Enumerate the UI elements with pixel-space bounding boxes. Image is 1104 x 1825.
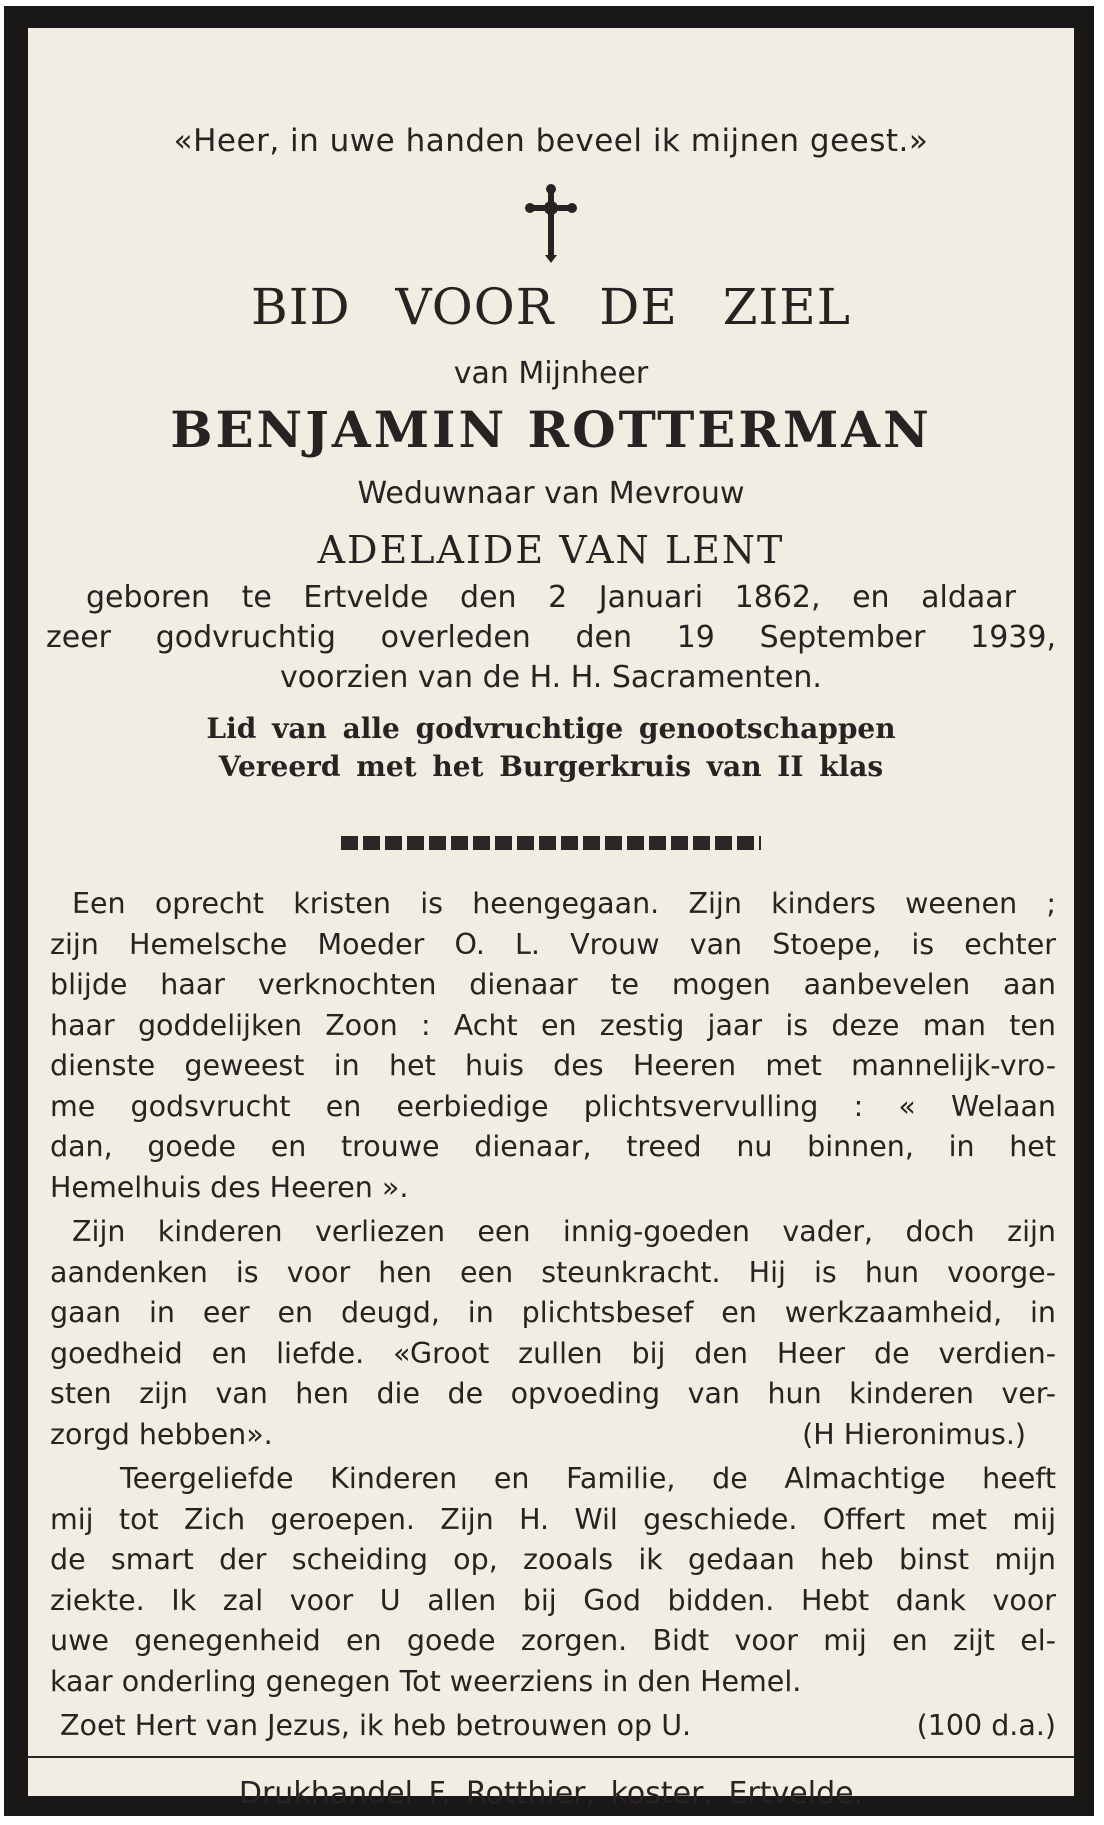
intro-line: van Mijnheer bbox=[453, 356, 649, 391]
text-line: dienste geweest in het huis des Heeren met mannelijk-vro- bbox=[50, 1049, 1056, 1082]
spouse-name: ADELAIDE VAN LENT bbox=[317, 528, 785, 572]
cross-icon bbox=[521, 183, 581, 263]
text-line: Teergeliefde Kinderen en Familie, de Almachtige heeft bbox=[120, 1462, 1056, 1495]
motto: «Heer, in uwe handen beveel ik mijnen geest.» bbox=[173, 123, 929, 159]
birth-line: geboren te Ertvelde den 2 Januari 1862, en aldaar bbox=[86, 580, 1016, 615]
text-line: haar goddelijken Zoon : Acht en zestig jaar is deze man ten bbox=[50, 1008, 1056, 1042]
text-line: mij tot Zich geroepen. Zijn H. Wil geschiede. Offert met mij bbox=[50, 1502, 1056, 1536]
birth-death-details bbox=[46, 578, 1056, 698]
text-line: zijn Hemelsche Moeder O. L. Vrouw van Stoepe, is echter bbox=[50, 927, 1056, 961]
text-line: Zijn kinderen verliezen een innig-goeden vader, doch zijn bbox=[72, 1215, 1056, 1248]
text-line: de smart der scheiding op, zooals ik gedaan heb binst mijn bbox=[50, 1543, 1056, 1576]
text-line: ziekte. Ik zal voor U allen bij God bidden. Hebt dank voor bbox=[50, 1583, 1056, 1617]
honors bbox=[28, 710, 1074, 786]
honor-line: Vereerd met het Burgerkruis van II klas bbox=[218, 750, 884, 783]
card-paper bbox=[28, 28, 1074, 1811]
honor-line: Lid van alle godvruchtige genootschappen bbox=[206, 712, 896, 745]
sacraments-line: voorzien van de H. H. Sacramenten. bbox=[280, 660, 822, 695]
text-line: goedheid en liefde. «Groot zullen bij den Heer de verdien- bbox=[50, 1336, 1056, 1370]
text-line: sten zijn van hen die de opvoeding van hun kinderen ver- bbox=[50, 1377, 1056, 1410]
text-line: kaar onderling genegen Tot weerziens in den Hemel. bbox=[50, 1664, 802, 1698]
prayer-text: Zoet Hert van Jezus, ik heb betrouwen op U. bbox=[60, 1709, 692, 1742]
prayer-line bbox=[50, 1706, 1056, 1747]
bottom-rule bbox=[28, 1756, 1074, 1758]
indulgence-note: (100 d.a.) bbox=[916, 1709, 1056, 1742]
text-line: uwe genegenheid en goede zorgen. Bidt voor mij en zijt el- bbox=[50, 1624, 1056, 1657]
heading: BID VOOR DE ZIEL bbox=[251, 278, 851, 336]
dashed-divider bbox=[341, 836, 761, 850]
memorial-text bbox=[50, 884, 1056, 1747]
text-line: Een oprecht kristen is heengegaan. Zijn kinders weenen ; bbox=[72, 887, 1056, 920]
text-line bbox=[50, 1415, 1056, 1456]
relation-line: Weduwnaar van Mevrouw bbox=[357, 476, 745, 511]
text-line: gaan in eer en deugd, in plichtsbesef en werkzaamheid, in bbox=[50, 1296, 1056, 1329]
text-line: me godsvrucht en eerbiedige plichtsvervulling : « Welaan bbox=[50, 1089, 1056, 1123]
text-fragment: zorgd hebben». bbox=[50, 1417, 273, 1451]
quote-source: (H Hieronimus.) bbox=[802, 1417, 1026, 1451]
text-line: Hemelhuis des Heeren ». bbox=[50, 1170, 409, 1204]
memorial-card bbox=[4, 6, 1094, 1816]
text-line: blijde haar verknochten dienaar te mogen aanbevelen aan bbox=[50, 968, 1056, 1001]
text-line: aandenken is voor hen een steunkracht. Hij is hun voorge- bbox=[50, 1255, 1056, 1289]
deceased-name: BENJAMIN ROTTERMAN bbox=[170, 400, 932, 459]
printer-line: Drukhandel F. Rotthier, koster, Ertvelde. bbox=[238, 1776, 864, 1811]
text-line: dan, goede en trouwe dienaar, treed nu binnen, in het bbox=[50, 1130, 1056, 1163]
death-line: zeer godvruchtig overleden den 19 September 1939, bbox=[46, 620, 1056, 655]
